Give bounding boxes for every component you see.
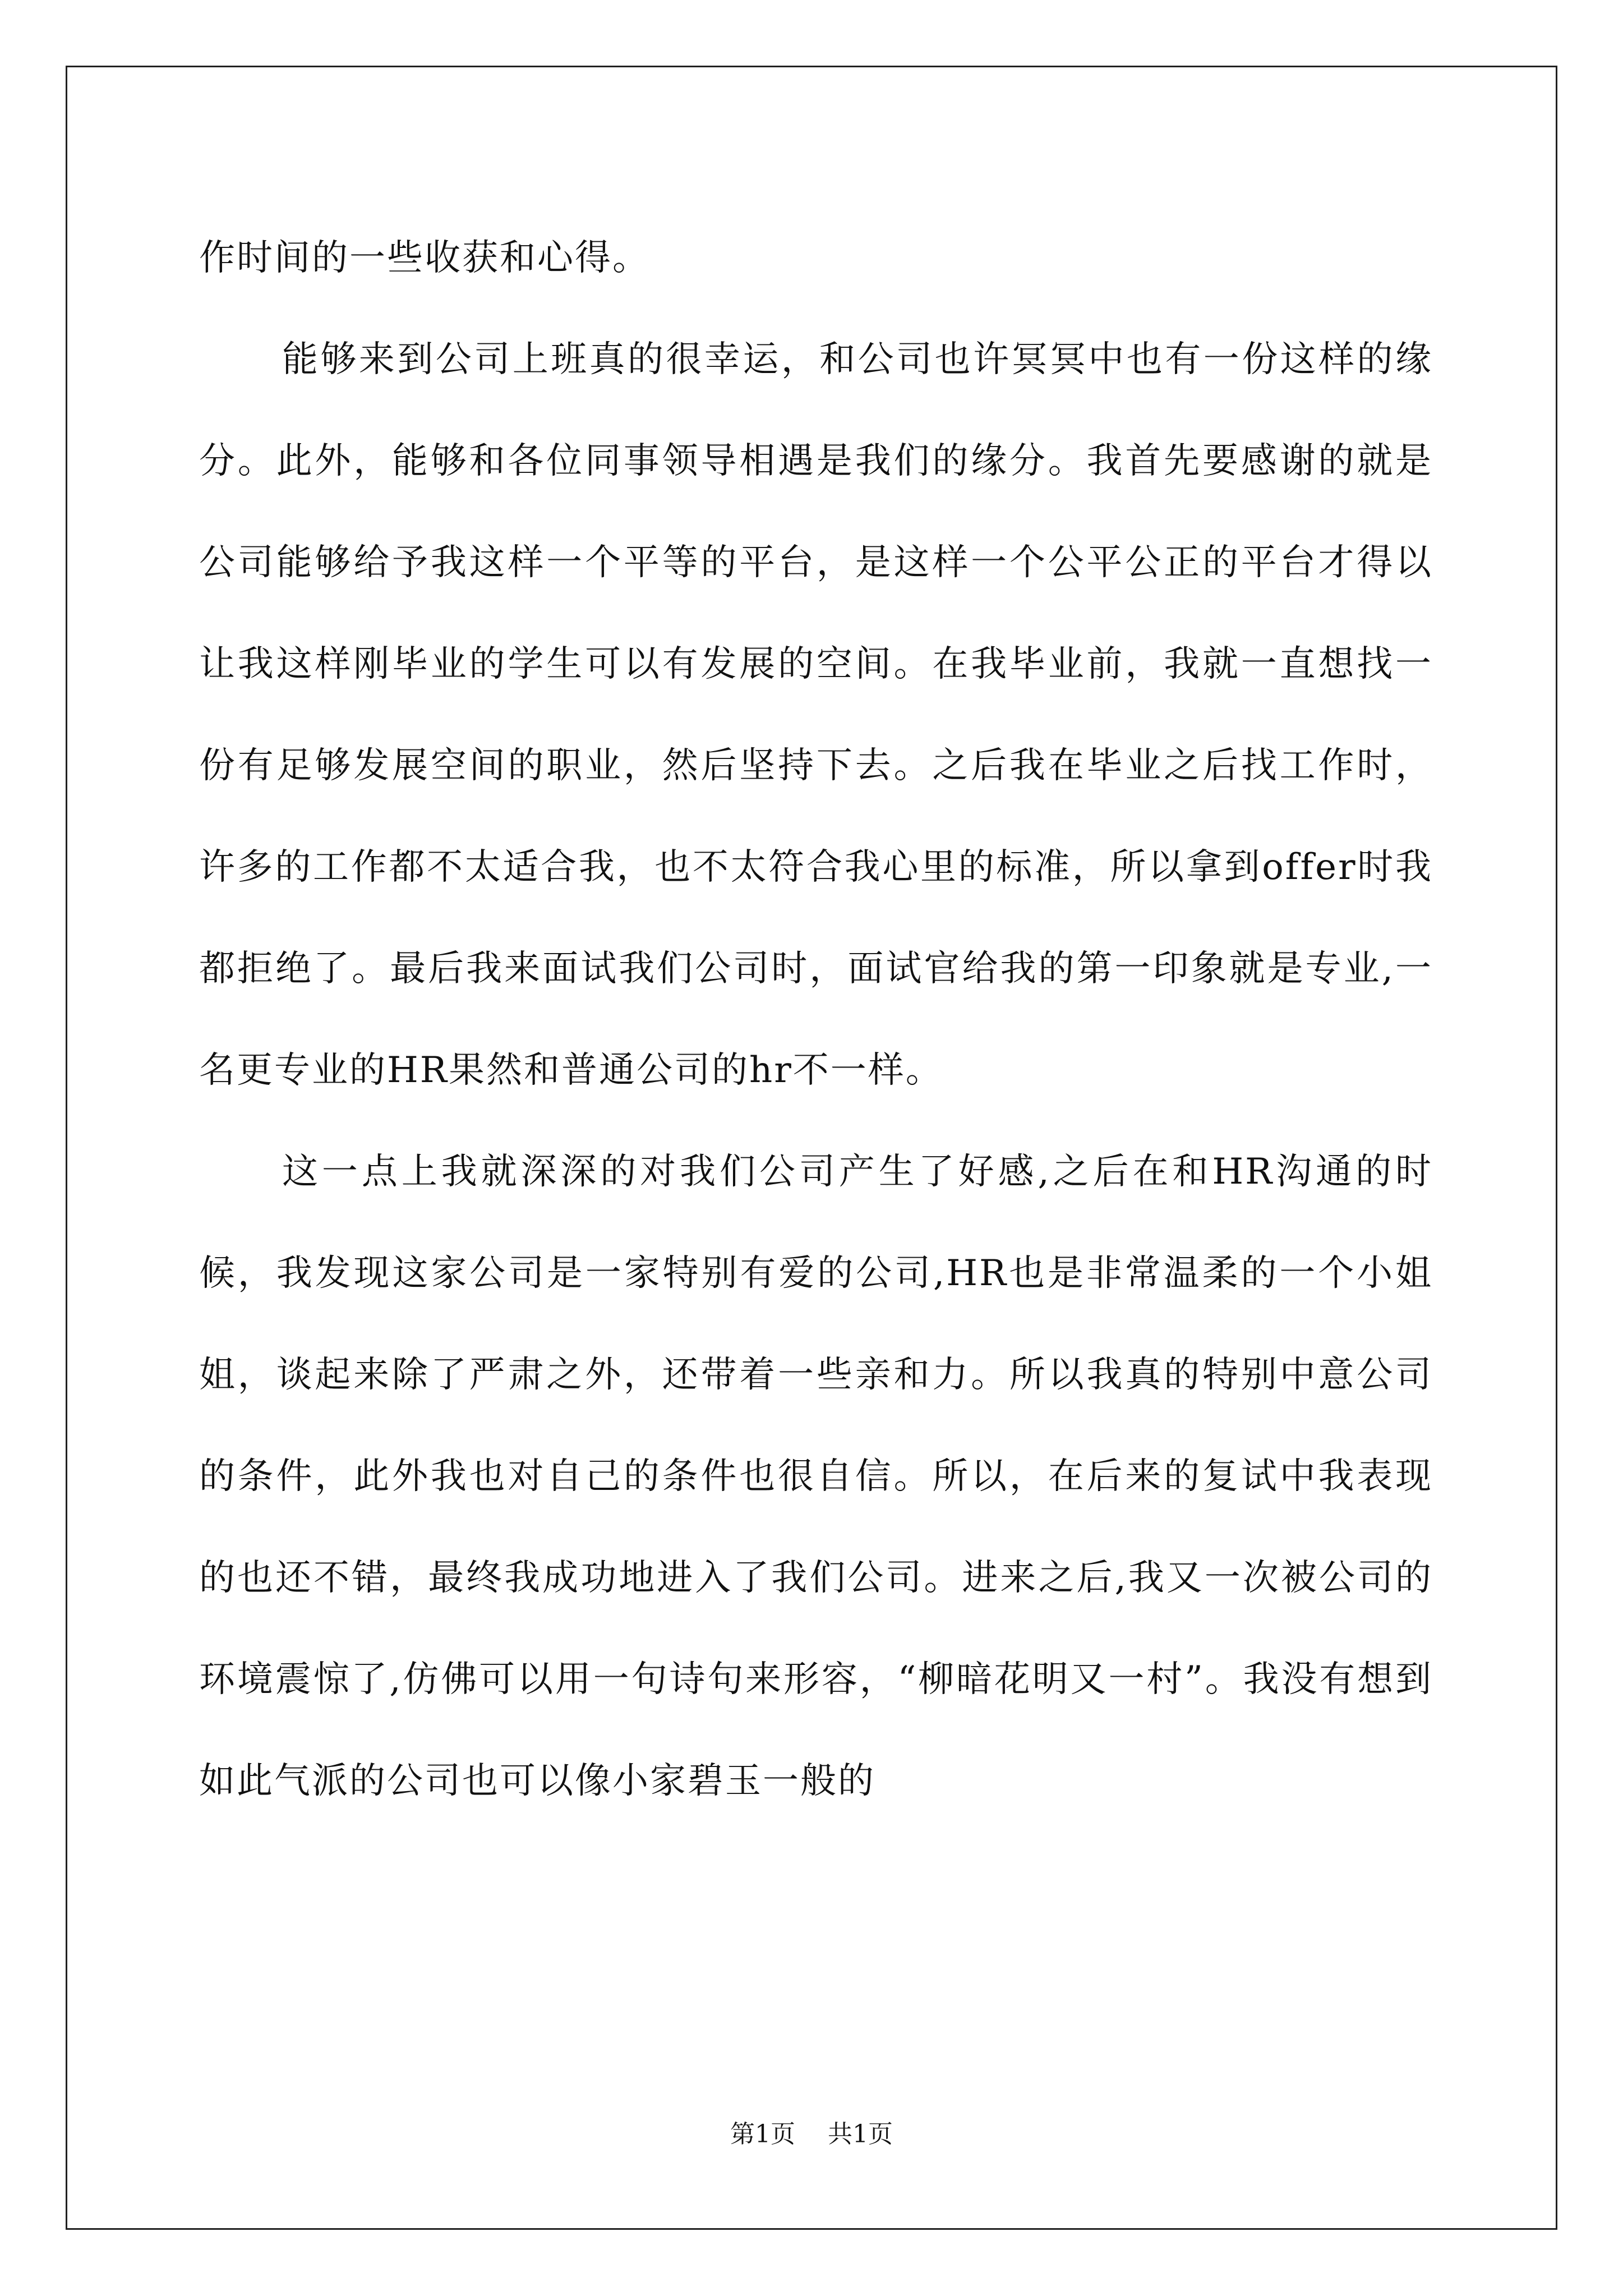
paragraph-1: 作时间的一些收获和心得。: [199, 237, 650, 279]
page-footer: [0, 2118, 1623, 2151]
document-body: [199, 208, 1433, 1832]
page-number-current: 第1页: [730, 2120, 795, 2148]
page-number-total: 共1页: [828, 2120, 893, 2148]
paragraph-2: 能够来到公司上班真的很幸运，和公司也许冥冥中也有一份这样的缘分。此外，能够和各位同事领导相遇是我们的缘分。我首先要感谢的就是公司能够给予我这样一个平等的平台，是这样一个公平公正的平台才得以让我这样刚毕业的学生可以有发展的空间。在我毕业前，我就一直想找一份有足够发展空间的职业，然后坚持下去。之后我在毕业之后找工作时，许多的工作都不太适合我，也不太符合我心里的标准，所以拿到offer时我都拒绝了。最后我来面试我们公司时，面试官给我的第一印象就是专业,一名更专业的HR果然和普通公司的hr不一样。: [199, 339, 1433, 1091]
paragraph-3: 这一点上我就深深的对我们公司产生了好感,之后在和HR沟通的时候，我发现这家公司是一家特别有爱的公司,HR也是非常温柔的一个小姐姐，谈起来除了严肃之外，还带着一些亲和力。所以我真的特别中意公司的条件，此外我也对自己的条件也很自信。所以，在后来的复试中我表现的也还不错，最终我成功地进入了我们公司。进来之后,我又一次被公司的环境震惊了,仿佛可以用一句诗句来形容，“柳暗花明又一村”。我没有想到如此气派的公司也可以像小家碧玉一般的: [199, 1151, 1433, 1802]
